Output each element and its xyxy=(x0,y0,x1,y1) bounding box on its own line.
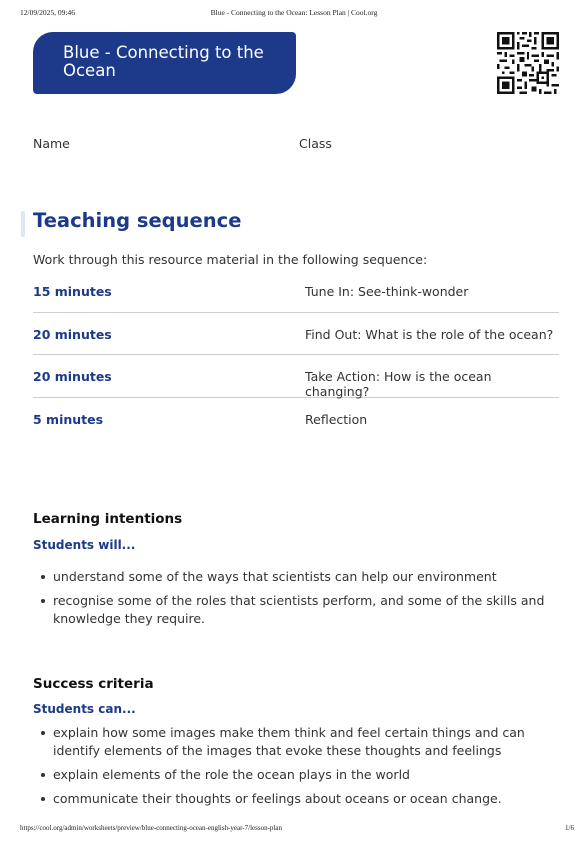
sequence-duration: 20 minutes xyxy=(33,369,112,384)
success-criteria-list xyxy=(33,724,563,814)
sequence-activity: Reflection xyxy=(305,411,368,427)
sequence-activity: Tune In: See-think-wonder xyxy=(305,284,469,299)
sequence-row xyxy=(33,270,559,313)
sequence-row xyxy=(33,355,559,398)
sequence-duration: 5 minutes xyxy=(33,411,104,427)
class-label: Class xyxy=(299,136,332,151)
list-item: communicate their thoughts or feelings about oceans or ocean change. xyxy=(33,790,563,808)
sequence-table xyxy=(33,270,559,440)
list-item: recognise some of the roles that scientists perform, and some of the skills and knowledge they require. xyxy=(33,592,563,628)
name-label: Name xyxy=(33,136,70,151)
banner-title: Blue - Connecting to the Ocean xyxy=(63,43,264,80)
sequence-duration: 20 minutes xyxy=(33,326,112,342)
print-datetime: 12/09/2025, 09:46 xyxy=(20,8,76,17)
heading-accent-bar xyxy=(21,211,25,237)
list-item: explain how some images make them think and feel certain things and can identify elements of the images that evoke these thoughts and feelings xyxy=(33,724,563,760)
sequence-duration: 15 minutes xyxy=(33,284,112,299)
success-criteria-heading: Success criteria xyxy=(33,676,154,692)
learning-intentions-list xyxy=(33,568,563,634)
qr-code-icon xyxy=(497,32,559,94)
list-item: understand some of the ways that scientists can help our environment xyxy=(33,568,563,586)
sequence-row xyxy=(33,313,559,356)
sequence-activity: Find Out: What is the role of the ocean? xyxy=(305,326,554,342)
page-number: 1/6 xyxy=(565,824,574,832)
teaching-sequence-heading: Teaching sequence xyxy=(33,209,242,232)
sequence-intro: Work through this resource material in the following sequence: xyxy=(33,252,428,267)
print-page-title: Blue - Connecting to the Ocean: Lesson Plan | Cool.org xyxy=(210,8,378,17)
title-banner xyxy=(33,32,296,94)
sequence-activity: Take Action: How is the ocean changing? xyxy=(305,369,492,399)
list-item: explain elements of the role the ocean plays in the world xyxy=(33,766,563,784)
sequence-row xyxy=(33,398,559,441)
learning-intentions-subheading: Students will... xyxy=(33,538,136,552)
learning-intentions-heading: Learning intentions xyxy=(33,511,183,527)
print-url: https://cool.org/admin/worksheets/preview/blue-connecting-ocean-english-year-7/lesson-plan xyxy=(20,824,282,832)
success-criteria-subheading: Students can... xyxy=(33,702,136,716)
